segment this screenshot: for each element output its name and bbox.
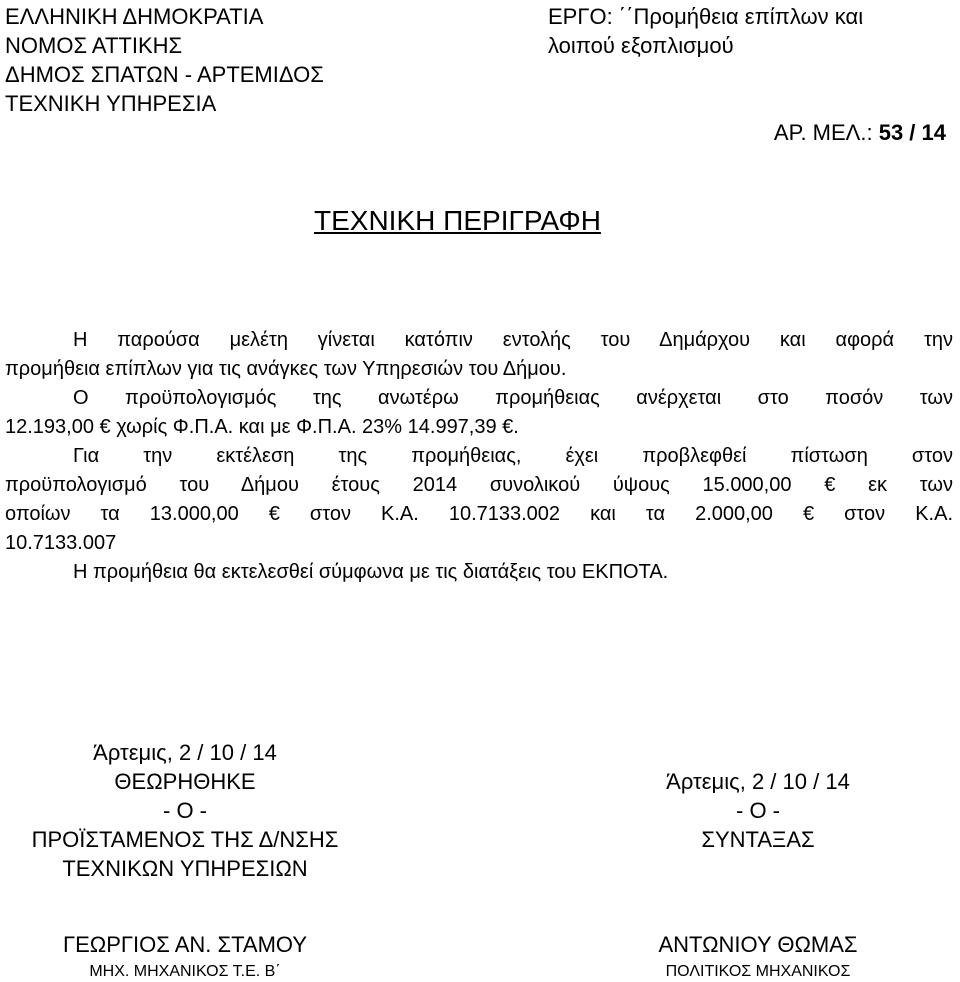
document-title: ΤΕΧΝΙΚΗ ΠΕΡΙΓΡΑΦΗ — [314, 205, 601, 236]
body-line: προϋπολογισμό του Δήμου έτους 2014 συνολικού ύψους 15.000,00 € εκ των — [5, 474, 953, 496]
approval-marker: - Ο - — [163, 798, 207, 823]
approver-role-line2: ΤΕΧΝΙΚΩΝ ΥΠΗΡΕΣΙΩΝ — [62, 856, 308, 881]
header-municipality: ΔΗΜΟΣ ΣΠΑΤΩΝ - ΑΡΤΕΜΙΔΟΣ — [5, 62, 324, 87]
project-title-line2: λοιπού εξοπλισμού — [548, 33, 734, 58]
approval-status: ΘΕΩΡΗΘΗΚΕ — [114, 769, 256, 794]
document-body — [5, 326, 953, 587]
body-line: οποίων τα 13.000,00 € στον Κ.Α. 10.7133.002 και τα 2.000,00 € στον Κ.Α. — [5, 503, 953, 525]
author-date: Άρτεμις, 2 / 10 / 14 — [666, 769, 850, 794]
project-title-line1: ΕΡΓΟ: ΄΄Προμήθεια επίπλων και — [548, 4, 864, 29]
body-line: Ο προϋπολογισμός της ανωτέρω προμήθειας ανέρχεται στο ποσόν των — [73, 387, 953, 409]
project-header — [548, 2, 863, 60]
body-line: 10.7133.007 — [5, 532, 117, 554]
header-department: ΤΕΧΝΙΚΗ ΥΠΗΡΕΣΙΑ — [5, 91, 217, 116]
approver-name: ΓΕΩΡΓΙΟΣ ΑΝ. ΣΤΑΜΟΥ — [62, 932, 308, 957]
approval-date: Άρτεμις, 2 / 10 / 14 — [93, 740, 277, 765]
study-number-label: ΑΡ. ΜΕΛ.: — [773, 120, 879, 145]
body-line: Η παρούσα μελέτη γίνεται κατόπιν εντολής του Δημάρχου και αφορά την — [73, 329, 953, 351]
author-marker: - Ο - — [736, 798, 780, 823]
author-role: ΣΥΝΤΑΞΑΣ — [701, 827, 815, 852]
body-line: προμήθεια επίπλων για τις ανάγκες των Υπηρεσιών του Δήμου. — [5, 358, 567, 380]
issuer-header — [5, 2, 324, 118]
author-name: ΑΝΤΩΝΙΟΥ ΘΩΜΑΣ — [658, 932, 858, 957]
approver-title: ΜΗΧ. ΜΗΧΑΝΙΚΟΣ Τ.Ε. Β΄ — [89, 963, 281, 980]
header-country: ΕΛΛΗΝΙΚΗ ΔΗΜΟΚΡΑΤΙΑ — [5, 4, 264, 29]
study-number-value: 53 / 14 — [878, 120, 946, 145]
author-signature-block — [578, 767, 938, 854]
study-number — [774, 120, 946, 146]
header-prefecture: ΝΟΜΟΣ ΑΤΤΙΚΗΣ — [5, 33, 183, 58]
body-line: 12.193,00 € χωρίς Φ.Π.Α. και με Φ.Π.Α. 23% 14.997,39 €. — [5, 416, 519, 438]
approver-role-line1: ΠΡΟΪΣΤΑΜΕΝΟΣ ΤΗΣ Δ/ΝΣΗΣ — [31, 827, 339, 852]
body-line: Για την εκτέλεση της προμήθειας, έχει προβλεφθεί πίστωση στον — [73, 445, 953, 467]
author-title: ΠΟΛΙΤΙΚΟΣ ΜΗΧΑΝΙΚΟΣ — [665, 963, 851, 980]
approval-signature-block — [0, 738, 370, 883]
body-line: Η προμήθεια θα εκτελεσθεί σύμφωνα με τις διατάξεις του ΕΚΠΟΤΑ. — [73, 561, 669, 583]
